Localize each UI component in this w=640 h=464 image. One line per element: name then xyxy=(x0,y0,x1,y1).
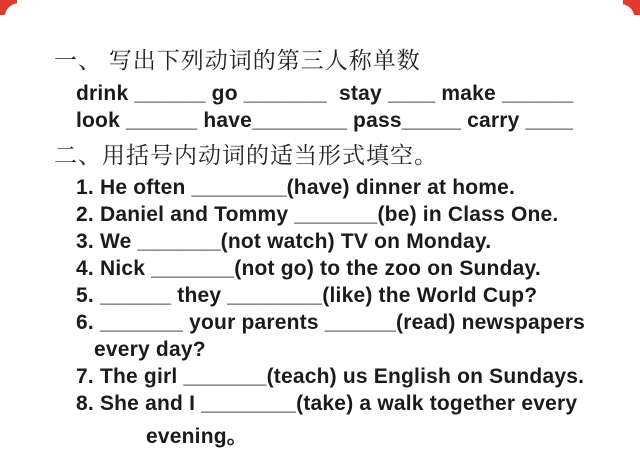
exercise-item-2: 2. Daniel and Tommy _______(be) in Class One. xyxy=(76,203,559,226)
red-corner-mark-right xyxy=(623,0,640,15)
exercise-item-5: 5. ______ they ________(like) the World Cup? xyxy=(76,284,538,307)
exercise-item-6: 6. _______ your parents ______(read) newspapers xyxy=(76,311,586,334)
verb-blank-line-1: drink ______ go _______ stay ____ make ______ xyxy=(76,82,574,105)
exercise-item-4: 4. Nick _______(not go) to the zoo on Sunday. xyxy=(76,257,541,280)
exercise-item-3: 3. We _______(not watch) TV on Monday. xyxy=(76,230,492,253)
section1-heading: 一、 写出下列动词的第三人称单数 xyxy=(54,48,421,73)
red-corner-mark-left xyxy=(0,0,17,15)
exercise-item-8: 8. She and I ________(take) a walk together every xyxy=(76,392,578,415)
verb-blank-line-2: look ______ have________ pass_____ carry ____ xyxy=(76,109,574,132)
exercise-item-8-continuation: evening。 xyxy=(146,425,248,448)
section2-heading: 二、用括号内动词的适当形式填空。 xyxy=(54,143,438,168)
exercise-item-1: 1. He often ________(have) dinner at home. xyxy=(76,176,516,199)
exercise-item-7: 7. The girl _______(teach) us English on Sundays. xyxy=(76,365,585,388)
exercise-item-6-continuation: every day? xyxy=(94,338,206,361)
